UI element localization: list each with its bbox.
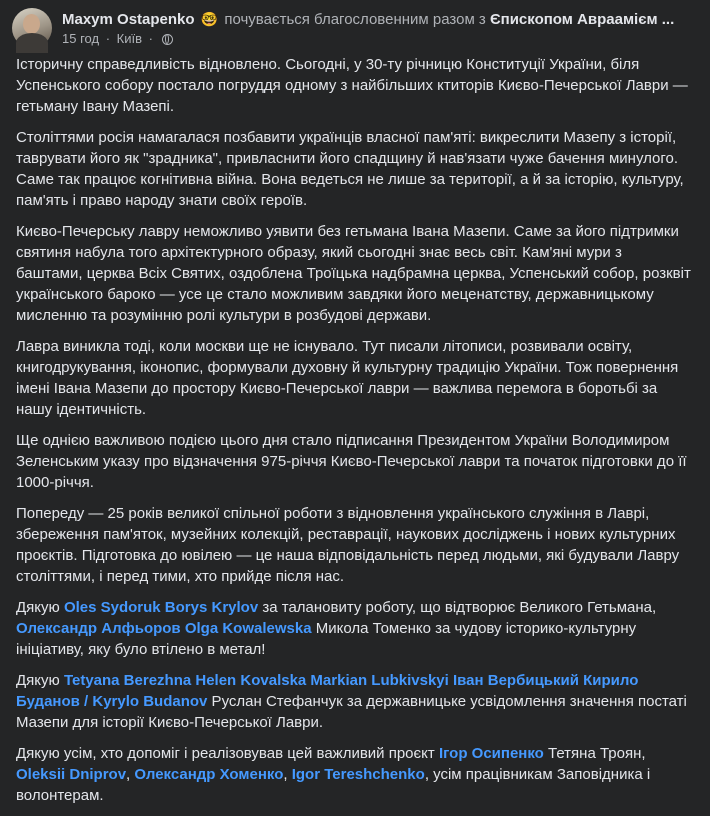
tagged-link[interactable]: Oleksii Dniprov	[16, 766, 127, 783]
thanks-paragraph-1	[16, 597, 692, 660]
text-span: Дякую	[16, 672, 64, 689]
separator-dot: ·	[105, 31, 111, 46]
post-paragraph: Попереду — 25 років великої спільної роботи з відновлення українського служіння в Лаврі, збереження пам'яток, музейних колекцій, реставрації, наукових досліджень і нових культурних проєктів. Підготовка до ювілею — це наша відповідальність перед людьми, які будували Лавру століттями, і перед тими, хто прийде після нас.	[16, 505, 680, 585]
text-span: , усім працівникам Заповідника і волонтерам.	[16, 766, 651, 804]
author-avatar[interactable]	[12, 8, 52, 48]
text-span: Тетяна Троян,	[543, 745, 646, 762]
text-span: Дякую усім, хто допоміг і реалізовував цей важливий проєкт	[16, 745, 439, 762]
post-paragraph: Століттями росія намагалася позбавити українців власної пам'яті: викреслити Мазепу з історії, таврувати його як "зрадника", привласнити його спадщину й нав'язати чуже бачення минулого. Саме так працює когнітивна війна. Вона ведеться не лише за території, а й за історію, культуру, пам'ять і право народу знати своїх героїв.	[16, 129, 684, 209]
post-paragraph: Лавра виникла тоді, коли москви ще не існувало. Тут писали літописи, розвивали освіту, книгодрукування, іконопис, формували духовну й культурну традицію України. Тож повернення імені Івана Мазепи до простору Києво-Печерської лаври — важлива перемога в боротьбі за нашу ідентичність.	[16, 338, 679, 418]
post-subline	[62, 30, 173, 48]
text-span: Микола Томенко за чудову історико-культурну ініціативу, яку було втілено в метал!	[16, 620, 637, 658]
tagged-link[interactable]: Ігор Осипенко	[438, 745, 544, 762]
post-meta-line	[62, 9, 702, 30]
avatar-face	[23, 14, 40, 34]
text-span: ,	[283, 766, 292, 783]
post-paragraph: Історичну справедливість відновлено. Сьогодні, у 30-ту річницю Конституції України, біля Успенського собору постало погруддя одному з найбільших ктиторів Києво-Печерської Лаври — гетьману Івану Мазепі.	[16, 56, 688, 115]
text-span: Дякую	[16, 599, 64, 616]
text-span: Руслан Стефанчук за державницьке усвідомлення значення постаті Мазепи для історії Києво-Печерської Лаври.	[16, 693, 687, 731]
feeling-emoji-icon: 🤓	[200, 11, 219, 27]
post-paragraph: Ще однією важливою подією цього дня стало підписання Президентом України Володимиром Зеленським указу про відзначення 975-річчя Києво-Печерської лаври та початок підготовки до її 1000-річчя.	[16, 432, 687, 491]
globe-icon[interactable]	[162, 34, 173, 45]
tagged-link[interactable]: Oles Sydoruk Borys Krylov	[63, 599, 259, 616]
tagged-link[interactable]: Олександр Хоменко	[134, 766, 284, 783]
tagged-link[interactable]: Tetyana Berezhna Helen Kovalska Markian Lubkivskyi Іван Вербицький Кирило Буданов / Kyrylo Budanov	[16, 672, 639, 710]
thanks-paragraph-3	[16, 743, 692, 806]
avatar-body	[16, 33, 48, 53]
thanks-paragraph-2	[16, 670, 692, 733]
post-header	[0, 0, 710, 56]
author-name[interactable]: Maxym Ostapenko	[62, 11, 195, 28]
post-time[interactable]: 15 год	[62, 31, 100, 46]
tagged-link[interactable]: Igor Tereshchenko	[291, 766, 425, 783]
feeling-text: почувається благословенним разом з	[224, 11, 486, 28]
tagged-person[interactable]: Єпископом Авраамієм ...	[489, 11, 675, 28]
separator-dot: ·	[148, 31, 153, 46]
post-location[interactable]: Київ	[116, 31, 143, 46]
text-span: за талановиту роботу, що відтворює Великого Гетьмана,	[258, 599, 657, 616]
text-span: ,	[126, 766, 135, 783]
post-paragraph: Києво-Печерську лавру неможливо уявити без гетьмана Івана Мазепи. Саме за його підтримки святиня набула того архітектурного образу, який сьогодні знає весь світ. Кам'яні мури з баштами, церква Всіх Святих, оздоблена Троїцька надбрамна церква, Успенський собор, розквіт українського бароко — усе це стало можливим завдяки його меценатству, державницькому мисленню та розумінню ролі культури в розбудові держави.	[16, 223, 691, 324]
tagged-link[interactable]: Олександр Алфьоров Olga Kowalewska	[16, 620, 312, 637]
post-body	[16, 54, 692, 816]
